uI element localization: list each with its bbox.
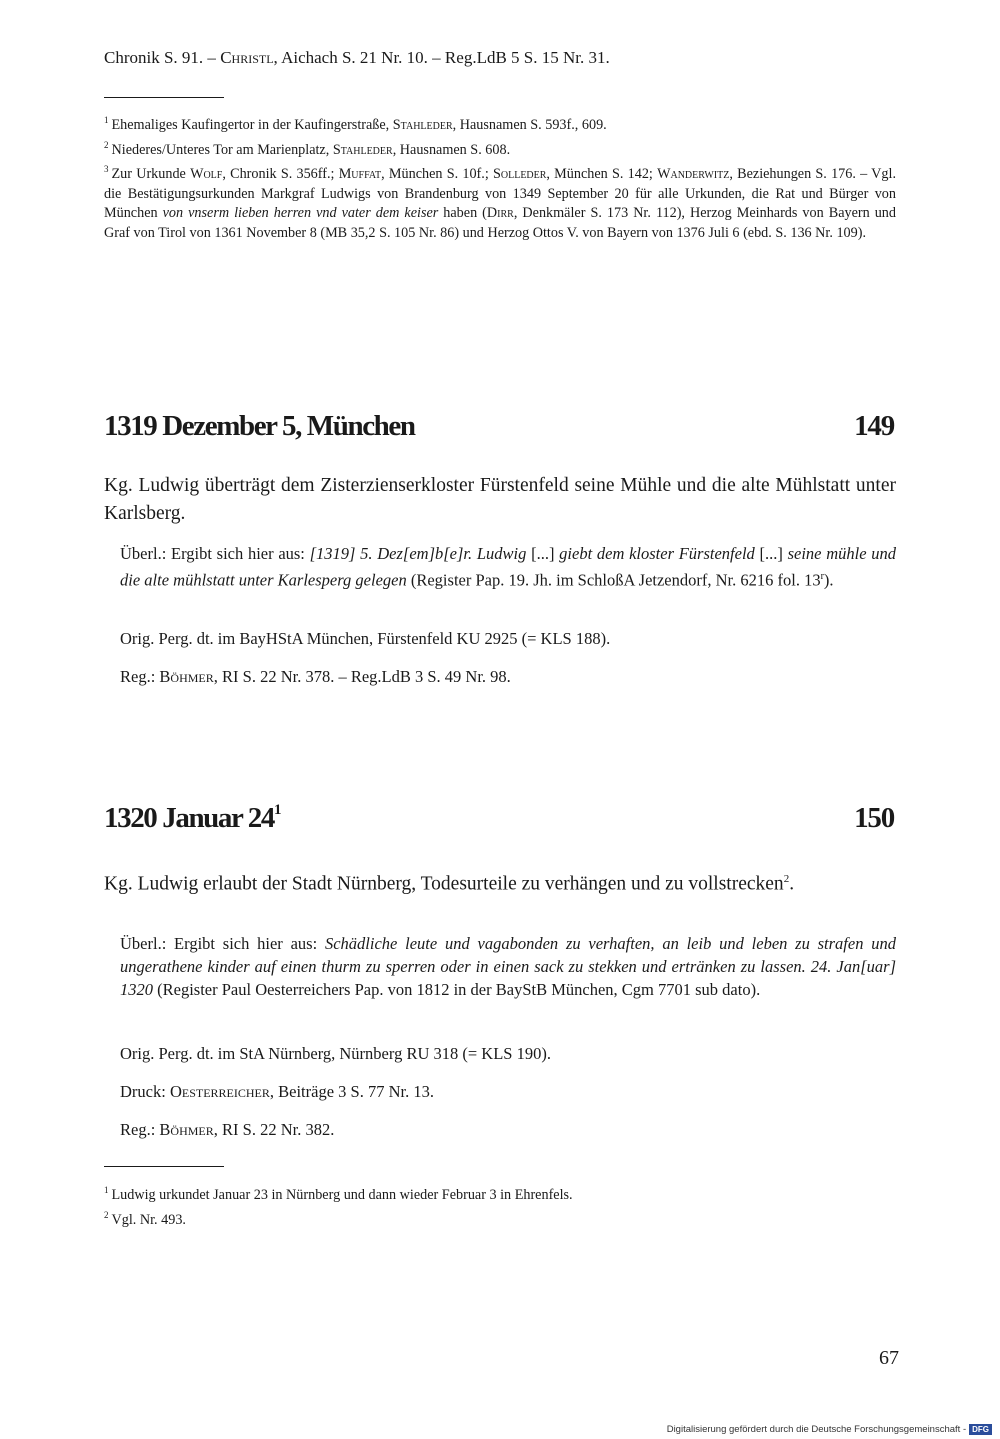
text-segment: , Denkmäler S. 173 Nr. 112), Herzog Meinhards von Bayern und Graf von Tirol von 1361 November 8 (MB 35,2 S. 105 Nr. 86) und Herzog Ottos V. von Bayern von 1376 Juli 6 (ebd. S. 136 Nr. 109). [104, 205, 896, 241]
entry-150-date [104, 802, 282, 835]
quoted-text: von vnserm lieben herren vnd vater dem keiser [162, 205, 439, 222]
entry-149-transmission [120, 542, 896, 592]
author-name: Wolf [190, 166, 223, 183]
text-segment: , München S. 10f.; [381, 166, 493, 183]
digitization-credit [667, 1424, 992, 1435]
entry-150-transmission [120, 932, 896, 1001]
footnote-separator-bottom [104, 1166, 224, 1167]
entry-149-heading [104, 410, 894, 450]
entry-150-summary-mark: 2 [783, 873, 790, 885]
text-segment: Ehemaliges Kaufingertor in der Kaufingerstraße, [111, 117, 393, 133]
text-segment: , Beziehungen S. 176. – Vgl. die Bestätigungsurkunden Markgraf Ludwigs von Brandenburg von 1349 September 20 für alle Urkunden, die Rat und Bürger von München [104, 166, 896, 222]
footnote-mark: 1 [104, 115, 109, 125]
top-line-text-end: , Aichach S. 21 Nr. 10. – Reg.LdB 5 S. 15 Nr. 31. [273, 48, 610, 67]
entry-149-original: Orig. Perg. dt. im BayHStA München, Fürstenfeld KU 2925 (= KLS 188). [120, 629, 611, 648]
text-segment: Zur Urkunde [111, 166, 191, 183]
top-line-author: Christl [220, 48, 274, 67]
text-segment: (Register Paul Oesterreichers Pap. von 1812 in der BayStB München, Cgm 7701 sub dato). [153, 980, 761, 999]
footnote-bottom-1 [104, 1181, 896, 1206]
footnote-mark: 2 [104, 1209, 109, 1220]
digitization-note: Digitalisierung gefördert durch die Deutsche Forschungsgemeinschaft - [666, 1424, 967, 1435]
entry-149-number: 149 [854, 410, 894, 442]
entry-150-summary-text: Kg. Ludwig erlaubt der Stadt Nürnberg, Todesurteile zu verhängen und zu vollstrecken [104, 873, 784, 895]
text-segment: , München S. 142; [546, 166, 658, 183]
text-segment: , Beiträge 3 S. 77 Nr. 13. [269, 1082, 434, 1101]
footnote-separator-top [104, 97, 224, 98]
entry-149-summary: Kg. Ludwig überträgt dem Zisterzienserkloster Fürstenfeld seine Mühle und die alte Mühlstatt unter Karlsberg. [104, 475, 896, 524]
dfg-logo: DFG [969, 1424, 992, 1435]
text-segment: Überl.: Ergibt sich hier aus: [120, 934, 325, 953]
text-segment: Reg.: [120, 667, 160, 686]
entry-150-summary-end: . [789, 873, 795, 895]
entry-150-summary [104, 865, 896, 899]
footnotes-bottom [104, 1181, 896, 1230]
footnote-3 [104, 160, 896, 243]
entry-150-number: 150 [854, 802, 894, 834]
text-segment: haben ( [438, 205, 487, 222]
footnote-2 [104, 136, 896, 161]
entry-150-print [120, 1082, 434, 1102]
top-reference-line [104, 48, 610, 68]
author-name: Böhmer [159, 667, 214, 686]
footnote-mark: 3 [104, 164, 109, 175]
text-segment: , RI S. 22 Nr. 382. [213, 1120, 335, 1139]
text-segment: [...] [754, 544, 788, 563]
author-name: Dirr [486, 205, 514, 222]
text-segment: Überl.: Ergibt sich hier aus: [120, 544, 310, 563]
text-segment: Ludwig urkundet Januar 23 in Nürnberg und dann wieder Februar 3 in Ehrenfels. [111, 1187, 573, 1203]
text-segment: (Register Pap. 19. Jh. im SchloßA Jetzendorf, Nr. 6216 fol. 13 [406, 570, 821, 590]
text-segment: r [820, 571, 824, 582]
text-segment: Reg.: [120, 1120, 160, 1139]
text-segment: Druck: [120, 1082, 170, 1101]
text-segment: , RI S. 22 Nr. 378. – Reg.LdB 3 S. 49 Nr. 98. [213, 667, 511, 686]
author-name: Stahleder [392, 117, 453, 133]
footnote-1 [104, 111, 896, 136]
text-segment: Vgl. Nr. 493. [111, 1211, 186, 1228]
footnotes-top [104, 111, 896, 244]
author-name: Oesterreicher [169, 1082, 270, 1101]
text-segment: , Chronik S. 356ff.; [222, 166, 339, 183]
text-segment: ). [823, 570, 834, 590]
footnote-bottom-2 [104, 1206, 896, 1231]
top-line-text: Chronik S. 91. – [104, 48, 221, 67]
quoted-text: [1319] 5. Dez[em]b[e]r. Ludwig [309, 544, 527, 563]
author-name: Böhmer [159, 1120, 214, 1139]
footnote-mark: 2 [104, 139, 109, 150]
entry-150-original: Orig. Perg. dt. im StA Nürnberg, Nürnberg RU 318 (= KLS 190). [120, 1044, 551, 1063]
entry-150-heading [104, 802, 894, 842]
entry-149-date: 1319 Dezember 5, München [104, 410, 415, 442]
author-name: Wanderwitz [657, 166, 730, 183]
entry-150-regest [120, 1120, 334, 1140]
text-segment: , Hausnamen S. 593f., 609. [452, 117, 607, 133]
page-number: 67 [879, 1347, 899, 1369]
author-name: Solleder [492, 166, 547, 183]
text-segment: Niederes/Unteres Tor am Marienplatz, [111, 141, 333, 158]
quoted-text: giebt dem kloster Fürstenfeld [559, 544, 755, 563]
footnote-mark: 1 [104, 1185, 109, 1195]
author-name: Muffat [338, 166, 382, 183]
entry-150-footnote-mark: 1 [274, 802, 282, 818]
author-name: Stahleder [332, 141, 393, 158]
entry-150-date-text: 1320 Januar 24 [104, 802, 275, 834]
quoted-text: seine mühle und die alte mühlstatt unter Karlesperg gelegen [120, 544, 896, 590]
entry-149-regest [120, 667, 511, 687]
text-segment: , Hausnamen S. 608. [392, 141, 511, 158]
text-segment: [...] [526, 544, 560, 563]
quoted-text: Schädliche leute und vagabonden zu verhaften, an leib und leben zu strafen und ungerathene kinder auf einen thurm zu sperren oder in einen sack zu stekken und ertränken zu lassen. 24. Jan[uar] 1320 [120, 934, 896, 999]
